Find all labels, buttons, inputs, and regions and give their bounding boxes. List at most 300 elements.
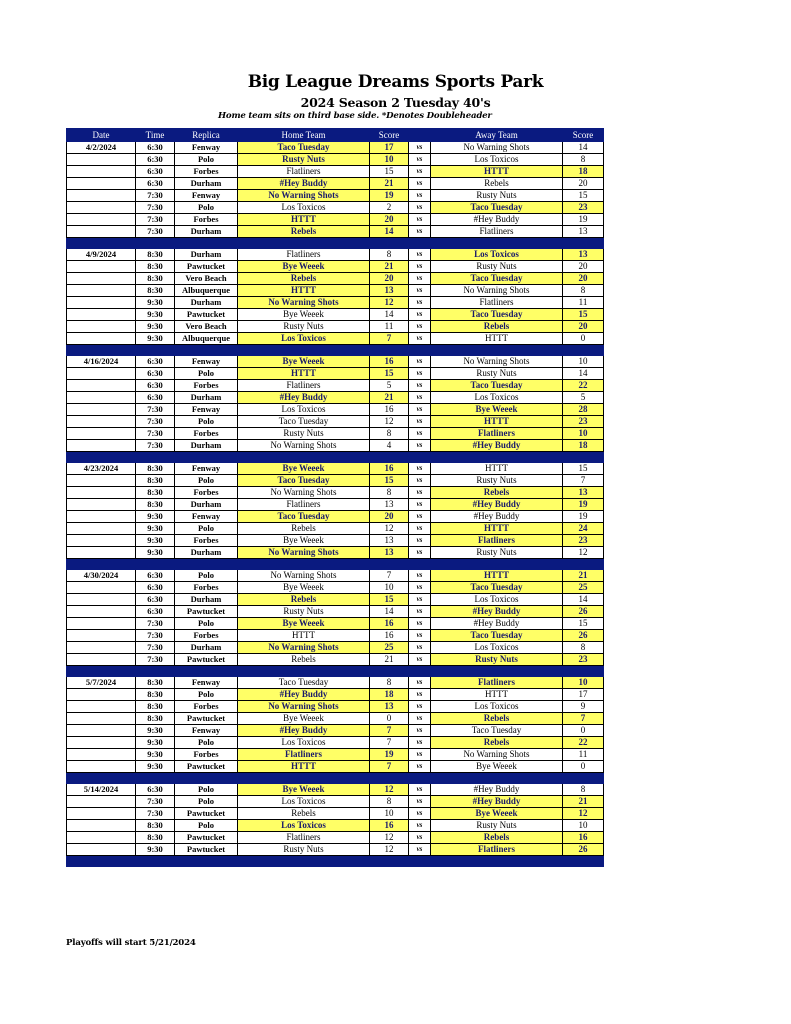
home-score: 19 xyxy=(370,190,409,202)
away-team: #Hey Buddy xyxy=(431,440,563,452)
game-field: Polo xyxy=(175,689,238,701)
home-team: Rusty Nuts xyxy=(238,606,370,618)
vs-label: vs xyxy=(409,356,431,368)
home-team: Los Toxicos xyxy=(238,796,370,808)
home-team: No Warning Shots xyxy=(238,487,370,499)
game-time: 8:30 xyxy=(136,463,175,475)
playoffs-note: Playoffs will start 5/21/2024 xyxy=(66,938,196,948)
home-team: No Warning Shots xyxy=(238,701,370,713)
table-row xyxy=(67,273,604,285)
game-date xyxy=(67,333,136,345)
game-date: 4/16/2024 xyxy=(67,356,136,368)
game-date xyxy=(67,499,136,511)
game-field: Polo xyxy=(175,820,238,832)
table-row xyxy=(67,677,604,689)
home-team: #Hey Buddy xyxy=(238,392,370,404)
game-date xyxy=(67,285,136,297)
schedule-body xyxy=(67,142,604,867)
game-time: 8:30 xyxy=(136,832,175,844)
vs-label: vs xyxy=(409,582,431,594)
vs-label: vs xyxy=(409,428,431,440)
home-score: 8 xyxy=(370,249,409,261)
away-team: Rusty Nuts xyxy=(431,475,563,487)
season-subtitle: 2024 Season 2 Tuesday 40's xyxy=(300,95,491,110)
away-score: 13 xyxy=(563,226,604,238)
game-date xyxy=(67,368,136,380)
home-team: Flatliners xyxy=(238,832,370,844)
away-score: 14 xyxy=(563,368,604,380)
home-score: 0 xyxy=(370,713,409,725)
game-time: 8:30 xyxy=(136,273,175,285)
game-time: 7:30 xyxy=(136,190,175,202)
game-date xyxy=(67,523,136,535)
game-field: Polo xyxy=(175,154,238,166)
away-score: 17 xyxy=(563,689,604,701)
table-row xyxy=(67,249,604,261)
vs-label: vs xyxy=(409,535,431,547)
away-score: 28 xyxy=(563,404,604,416)
home-team: HTTT xyxy=(238,285,370,297)
game-date xyxy=(67,796,136,808)
away-team: Los Toxicos xyxy=(431,594,563,606)
game-date xyxy=(67,297,136,309)
table-row xyxy=(67,547,604,559)
col-date: Date xyxy=(67,129,136,142)
game-time: 6:30 xyxy=(136,142,175,154)
game-date xyxy=(67,202,136,214)
away-score: 15 xyxy=(563,309,604,321)
header-row xyxy=(67,129,604,142)
away-team: Rusty Nuts xyxy=(431,547,563,559)
home-score: 13 xyxy=(370,701,409,713)
game-field: Fenway xyxy=(175,463,238,475)
week-separator-bar xyxy=(67,452,604,463)
game-date xyxy=(67,416,136,428)
col-away-team: Away Team xyxy=(431,129,563,142)
game-time: 8:30 xyxy=(136,261,175,273)
away-score: 5 xyxy=(563,392,604,404)
table-row xyxy=(67,297,604,309)
home-team: #Hey Buddy xyxy=(238,725,370,737)
vs-label: vs xyxy=(409,463,431,475)
game-date xyxy=(67,582,136,594)
home-team: Rebels xyxy=(238,808,370,820)
home-score: 8 xyxy=(370,677,409,689)
vs-label: vs xyxy=(409,737,431,749)
page-title: Big League Dreams Sports Park xyxy=(247,72,544,92)
game-field: Fenway xyxy=(175,511,238,523)
home-score: 15 xyxy=(370,594,409,606)
table-row xyxy=(67,463,604,475)
table-row xyxy=(67,154,604,166)
col-away-score: Score xyxy=(563,129,604,142)
away-team: Bye Weeek xyxy=(431,404,563,416)
vs-label: vs xyxy=(409,166,431,178)
away-score: 19 xyxy=(563,214,604,226)
home-team: Rusty Nuts xyxy=(238,844,370,856)
home-team: Los Toxicos xyxy=(238,333,370,345)
home-team: Bye Weeek xyxy=(238,618,370,630)
home-score: 16 xyxy=(370,630,409,642)
game-date xyxy=(67,618,136,630)
game-date xyxy=(67,321,136,333)
vs-label: vs xyxy=(409,154,431,166)
home-team: Flatliners xyxy=(238,166,370,178)
home-team: HTTT xyxy=(238,214,370,226)
vs-label: vs xyxy=(409,261,431,273)
table-row xyxy=(67,226,604,238)
schedule-table xyxy=(66,128,604,867)
table-row xyxy=(67,142,604,154)
away-score: 10 xyxy=(563,428,604,440)
away-score: 15 xyxy=(563,190,604,202)
vs-label: vs xyxy=(409,404,431,416)
game-field: Pawtucket xyxy=(175,844,238,856)
game-time: 9:30 xyxy=(136,737,175,749)
game-time: 8:30 xyxy=(136,701,175,713)
home-team: No Warning Shots xyxy=(238,642,370,654)
away-score: 8 xyxy=(563,642,604,654)
game-time: 8:30 xyxy=(136,820,175,832)
away-team: Taco Tuesday xyxy=(431,582,563,594)
away-team: No Warning Shots xyxy=(431,142,563,154)
game-field: Durham xyxy=(175,178,238,190)
home-score: 14 xyxy=(370,226,409,238)
vs-label: vs xyxy=(409,368,431,380)
week-separator-bar xyxy=(67,559,604,570)
home-team: Rusty Nuts xyxy=(238,428,370,440)
table-row xyxy=(67,356,604,368)
home-team: Taco Tuesday xyxy=(238,511,370,523)
away-score: 7 xyxy=(563,713,604,725)
away-score: 11 xyxy=(563,297,604,309)
table-row xyxy=(67,654,604,666)
game-time: 8:30 xyxy=(136,689,175,701)
game-date xyxy=(67,547,136,559)
away-team: No Warning Shots xyxy=(431,285,563,297)
home-team: No Warning Shots xyxy=(238,570,370,582)
away-score: 24 xyxy=(563,523,604,535)
home-score: 12 xyxy=(370,523,409,535)
home-score: 12 xyxy=(370,832,409,844)
game-field: Albuquerque xyxy=(175,333,238,345)
week-separator xyxy=(67,238,604,249)
game-date xyxy=(67,154,136,166)
game-field: Forbes xyxy=(175,701,238,713)
game-field: Polo xyxy=(175,784,238,796)
game-date: 4/9/2024 xyxy=(67,249,136,261)
table-row xyxy=(67,570,604,582)
away-team: HTTT xyxy=(431,463,563,475)
away-score: 26 xyxy=(563,606,604,618)
game-date xyxy=(67,273,136,285)
away-team: No Warning Shots xyxy=(431,356,563,368)
vs-label: vs xyxy=(409,642,431,654)
vs-label: vs xyxy=(409,321,431,333)
week-separator xyxy=(67,856,604,867)
home-team: Bye Weeek xyxy=(238,784,370,796)
game-field: Pawtucket xyxy=(175,713,238,725)
game-time: 6:30 xyxy=(136,784,175,796)
game-field: Fenway xyxy=(175,677,238,689)
game-time: 6:30 xyxy=(136,582,175,594)
vs-label: vs xyxy=(409,654,431,666)
away-score: 14 xyxy=(563,594,604,606)
away-team: #Hey Buddy xyxy=(431,511,563,523)
game-field: Polo xyxy=(175,618,238,630)
away-score: 9 xyxy=(563,701,604,713)
away-score: 25 xyxy=(563,582,604,594)
game-date xyxy=(67,511,136,523)
game-field: Durham xyxy=(175,594,238,606)
vs-label: vs xyxy=(409,749,431,761)
game-field: Fenway xyxy=(175,356,238,368)
home-score: 13 xyxy=(370,535,409,547)
home-team: Bye Weeek xyxy=(238,535,370,547)
away-team: HTTT xyxy=(431,523,563,535)
game-time: 7:30 xyxy=(136,214,175,226)
away-score: 18 xyxy=(563,166,604,178)
vs-label: vs xyxy=(409,808,431,820)
home-team: Rebels xyxy=(238,273,370,285)
away-team: No Warning Shots xyxy=(431,749,563,761)
away-score: 0 xyxy=(563,725,604,737)
game-field: Pawtucket xyxy=(175,832,238,844)
vs-label: vs xyxy=(409,547,431,559)
table-row xyxy=(67,202,604,214)
home-score: 13 xyxy=(370,547,409,559)
home-score: 25 xyxy=(370,642,409,654)
week-separator-bar xyxy=(67,666,604,677)
away-team: Taco Tuesday xyxy=(431,309,563,321)
game-date xyxy=(67,166,136,178)
table-row xyxy=(67,428,604,440)
away-score: 13 xyxy=(563,249,604,261)
game-time: 8:30 xyxy=(136,499,175,511)
table-row xyxy=(67,582,604,594)
vs-label: vs xyxy=(409,202,431,214)
table-row xyxy=(67,368,604,380)
week-separator xyxy=(67,345,604,356)
game-time: 7:30 xyxy=(136,808,175,820)
away-score: 10 xyxy=(563,677,604,689)
home-team: Taco Tuesday xyxy=(238,142,370,154)
game-date xyxy=(67,380,136,392)
away-score: 18 xyxy=(563,440,604,452)
vs-label: vs xyxy=(409,285,431,297)
home-team: No Warning Shots xyxy=(238,440,370,452)
away-team: Bye Weeek xyxy=(431,808,563,820)
game-time: 7:30 xyxy=(136,404,175,416)
game-field: Fenway xyxy=(175,725,238,737)
table-row xyxy=(67,630,604,642)
vs-label: vs xyxy=(409,178,431,190)
game-time: 6:30 xyxy=(136,606,175,618)
game-time: 6:30 xyxy=(136,392,175,404)
game-field: Fenway xyxy=(175,190,238,202)
game-time: 7:30 xyxy=(136,630,175,642)
home-score: 12 xyxy=(370,297,409,309)
away-team: Rusty Nuts xyxy=(431,190,563,202)
game-time: 9:30 xyxy=(136,749,175,761)
home-team: Los Toxicos xyxy=(238,737,370,749)
game-time: 7:30 xyxy=(136,796,175,808)
home-score: 20 xyxy=(370,214,409,226)
home-score: 16 xyxy=(370,463,409,475)
game-time: 7:30 xyxy=(136,440,175,452)
home-team: No Warning Shots xyxy=(238,547,370,559)
home-score: 16 xyxy=(370,404,409,416)
game-field: Vero Beach xyxy=(175,273,238,285)
vs-label: vs xyxy=(409,214,431,226)
game-field: Durham xyxy=(175,440,238,452)
away-score: 26 xyxy=(563,844,604,856)
game-date xyxy=(67,226,136,238)
home-team: No Warning Shots xyxy=(238,297,370,309)
game-field: Forbes xyxy=(175,582,238,594)
away-team: #Hey Buddy xyxy=(431,606,563,618)
table-row xyxy=(67,285,604,297)
game-field: Polo xyxy=(175,368,238,380)
table-row xyxy=(67,832,604,844)
home-score: 10 xyxy=(370,154,409,166)
away-score: 20 xyxy=(563,273,604,285)
home-score: 8 xyxy=(370,796,409,808)
game-time: 6:30 xyxy=(136,380,175,392)
home-score: 21 xyxy=(370,261,409,273)
game-date: 5/14/2024 xyxy=(67,784,136,796)
vs-label: vs xyxy=(409,701,431,713)
game-field: Durham xyxy=(175,392,238,404)
table-row xyxy=(67,642,604,654)
away-score: 23 xyxy=(563,535,604,547)
away-team: Flatliners xyxy=(431,226,563,238)
home-team: Rebels xyxy=(238,523,370,535)
home-score: 15 xyxy=(370,368,409,380)
game-field: Vero Beach xyxy=(175,321,238,333)
home-team: Los Toxicos xyxy=(238,820,370,832)
game-date xyxy=(67,404,136,416)
away-score: 8 xyxy=(563,285,604,297)
away-team: Los Toxicos xyxy=(431,154,563,166)
game-date xyxy=(67,844,136,856)
game-time: 9:30 xyxy=(136,761,175,773)
away-team: Flatliners xyxy=(431,297,563,309)
game-date xyxy=(67,475,136,487)
home-team: HTTT xyxy=(238,630,370,642)
away-score: 15 xyxy=(563,463,604,475)
game-time: 9:30 xyxy=(136,321,175,333)
away-team: Los Toxicos xyxy=(431,642,563,654)
vs-label: vs xyxy=(409,832,431,844)
home-score: 16 xyxy=(370,820,409,832)
week-separator xyxy=(67,773,604,784)
away-score: 8 xyxy=(563,784,604,796)
vs-label: vs xyxy=(409,523,431,535)
game-field: Albuquerque xyxy=(175,285,238,297)
table-row xyxy=(67,594,604,606)
week-separator-bar xyxy=(67,345,604,356)
away-score: 10 xyxy=(563,820,604,832)
away-team: Taco Tuesday xyxy=(431,725,563,737)
home-team: Taco Tuesday xyxy=(238,677,370,689)
home-score: 8 xyxy=(370,428,409,440)
home-team: Los Toxicos xyxy=(238,202,370,214)
col-home-score: Score xyxy=(370,129,409,142)
table-row xyxy=(67,844,604,856)
game-field: Fenway xyxy=(175,404,238,416)
away-team: Taco Tuesday xyxy=(431,630,563,642)
table-row xyxy=(67,309,604,321)
table-row xyxy=(67,190,604,202)
home-score: 21 xyxy=(370,392,409,404)
home-score: 11 xyxy=(370,321,409,333)
away-team: #Hey Buddy xyxy=(431,796,563,808)
table-row xyxy=(67,725,604,737)
table-row xyxy=(67,404,604,416)
away-score: 23 xyxy=(563,202,604,214)
vs-label: vs xyxy=(409,440,431,452)
table-row xyxy=(67,820,604,832)
home-team: Flatliners xyxy=(238,749,370,761)
away-team: Rebels xyxy=(431,487,563,499)
game-field: Forbes xyxy=(175,214,238,226)
vs-label: vs xyxy=(409,689,431,701)
game-time: 7:30 xyxy=(136,642,175,654)
game-time: 8:30 xyxy=(136,475,175,487)
game-field: Pawtucket xyxy=(175,309,238,321)
home-team: Bye Weeek xyxy=(238,582,370,594)
game-date xyxy=(67,832,136,844)
game-date xyxy=(67,178,136,190)
week-separator-bar xyxy=(67,773,604,784)
away-score: 20 xyxy=(563,321,604,333)
game-time: 6:30 xyxy=(136,178,175,190)
away-team: HTTT xyxy=(431,333,563,345)
game-date: 4/30/2024 xyxy=(67,570,136,582)
week-separator xyxy=(67,452,604,463)
home-score: 13 xyxy=(370,499,409,511)
game-field: Forbes xyxy=(175,428,238,440)
table-row xyxy=(67,701,604,713)
game-field: Pawtucket xyxy=(175,761,238,773)
vs-label: vs xyxy=(409,333,431,345)
away-score: 13 xyxy=(563,487,604,499)
home-team: Rusty Nuts xyxy=(238,154,370,166)
game-date xyxy=(67,737,136,749)
away-score: 14 xyxy=(563,142,604,154)
home-team: No Warning Shots xyxy=(238,190,370,202)
home-score: 12 xyxy=(370,416,409,428)
game-field: Pawtucket xyxy=(175,606,238,618)
game-field: Pawtucket xyxy=(175,261,238,273)
home-team: #Hey Buddy xyxy=(238,178,370,190)
away-score: 10 xyxy=(563,356,604,368)
game-time: 7:30 xyxy=(136,428,175,440)
home-team: Rebels xyxy=(238,654,370,666)
game-time: 8:30 xyxy=(136,249,175,261)
game-date xyxy=(67,440,136,452)
home-score: 19 xyxy=(370,749,409,761)
home-score: 2 xyxy=(370,202,409,214)
away-team: Los Toxicos xyxy=(431,701,563,713)
table-row xyxy=(67,618,604,630)
game-date xyxy=(67,261,136,273)
game-date xyxy=(67,594,136,606)
game-time: 7:30 xyxy=(136,202,175,214)
home-team: Taco Tuesday xyxy=(238,416,370,428)
table-row xyxy=(67,380,604,392)
